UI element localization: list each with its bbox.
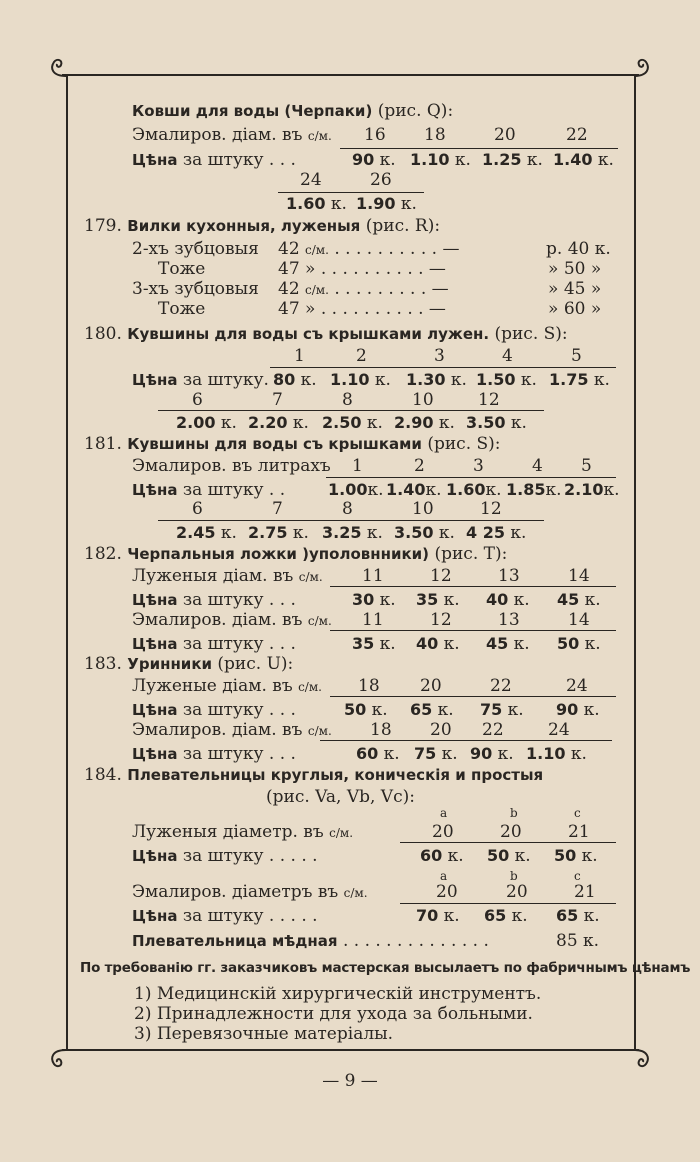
size-value: 1 bbox=[352, 456, 363, 476]
price-label: Цѣна за штуку . . . bbox=[132, 150, 296, 170]
size-value: 2 bbox=[356, 346, 367, 366]
frame-bottom-rule bbox=[62, 1049, 639, 1051]
price-value: 80 к. bbox=[273, 370, 317, 390]
row-label: Тоже bbox=[158, 299, 206, 319]
table-rule bbox=[340, 148, 618, 149]
row-label: 2-хъ зубцовыя bbox=[132, 239, 259, 259]
row-price: » 60 » bbox=[548, 299, 602, 319]
factory-price-notice: По требованію гг. заказчиковъ мастерская высылаетъ по фабричнымъ цѣнамъ bbox=[80, 960, 691, 976]
price-value: 1.10 к. bbox=[410, 150, 471, 170]
price-value: 3.50 к. bbox=[466, 413, 527, 433]
table-rule bbox=[320, 740, 612, 741]
table-rule bbox=[330, 586, 616, 587]
size-value: 20 bbox=[436, 882, 458, 902]
price-value: 90 к. bbox=[556, 700, 600, 720]
size-value: 1 bbox=[294, 346, 305, 366]
size-value: 14 bbox=[568, 566, 590, 586]
price-value: 1.40 к. bbox=[553, 150, 614, 170]
corner-ornament-icon bbox=[48, 1048, 70, 1070]
variant-letter: a bbox=[440, 869, 448, 883]
price-value: 30 к. bbox=[352, 590, 396, 610]
price-value: 1.50 к. bbox=[476, 370, 537, 390]
row-size: 47 » . . . . . . . . . . — bbox=[278, 259, 446, 279]
table-rule bbox=[278, 192, 424, 193]
size-value: 5 bbox=[581, 456, 592, 476]
table-rule bbox=[400, 842, 616, 843]
ladles-size-label: Эмалиров. діам. въ с/м. bbox=[132, 125, 332, 145]
price-value: 75 к. bbox=[480, 700, 524, 720]
size-value: 22 bbox=[490, 676, 512, 696]
table-rule bbox=[326, 477, 616, 478]
price-value: 3.50 к. bbox=[394, 523, 455, 543]
size-value: 10 bbox=[412, 499, 434, 519]
corner-ornament-icon bbox=[630, 56, 652, 78]
size-value: 20 bbox=[494, 125, 516, 145]
item-179-heading: 179. Вилки кухонныя, луженыя (рис. R): bbox=[84, 216, 441, 236]
ladles-heading: Ковши для воды (Черпаки) (рис. Q): bbox=[132, 101, 454, 121]
price-value: 2.90 к. bbox=[394, 413, 455, 433]
size-value: 12 bbox=[480, 499, 502, 519]
price-label: Цѣна за штуку . . bbox=[132, 480, 286, 500]
size-value: 20 bbox=[506, 882, 528, 902]
size-value: 10 bbox=[412, 390, 434, 410]
price-value: 45 к. bbox=[486, 634, 530, 654]
price-label: Цѣна за штуку . . . . . bbox=[132, 906, 318, 926]
size-value: 11 bbox=[362, 566, 384, 586]
row-label: Тоже bbox=[158, 259, 206, 279]
price-value: 1.10 к. bbox=[330, 370, 391, 390]
size-value: 18 bbox=[358, 676, 380, 696]
notice-list-item: 2) Принадлежности для ухода за больными. bbox=[134, 1004, 533, 1024]
size-value: 8 bbox=[342, 390, 353, 410]
price-value: 1.85к. bbox=[506, 480, 562, 500]
variant-letter: b bbox=[510, 869, 518, 883]
price-value: 90 к. bbox=[470, 744, 514, 764]
table-rule bbox=[158, 520, 544, 521]
size-value: 18 bbox=[370, 720, 392, 740]
price-value: 70 к. bbox=[416, 906, 460, 926]
price-value: 90 к. bbox=[352, 150, 396, 170]
row-price: » 45 » bbox=[548, 279, 602, 299]
size-value: 13 bbox=[498, 566, 520, 586]
table-rule bbox=[330, 630, 616, 631]
price-value: 50 к. bbox=[554, 846, 598, 866]
size-label: Эмалиров. діаметръ въ с/м. bbox=[132, 882, 368, 902]
price-value: 1.30 к. bbox=[406, 370, 467, 390]
variant-letter: c bbox=[574, 806, 581, 820]
size-value: 5 bbox=[571, 346, 582, 366]
price-value: 65 к. bbox=[556, 906, 600, 926]
price-value: 1.75 к. bbox=[549, 370, 610, 390]
size-label: Луженые діам. въ с/м. bbox=[132, 676, 322, 696]
item-184-figure-ref: (рис. Va, Vb, Vc): bbox=[266, 787, 415, 807]
size-value: 18 bbox=[424, 125, 446, 145]
size-value: 21 bbox=[574, 882, 596, 902]
variant-letter: a bbox=[440, 806, 448, 820]
row-size: 42 с/м. . . . . . . . . . . — bbox=[278, 239, 460, 259]
size-value: 20 bbox=[430, 720, 452, 740]
price-value: 60 к. bbox=[356, 744, 400, 764]
size-value: 12 bbox=[430, 610, 452, 630]
price-value: 35 к. bbox=[416, 590, 460, 610]
size-value: 20 bbox=[500, 822, 522, 842]
price-value: 1.90 к. bbox=[356, 194, 417, 214]
size-value: 2 bbox=[414, 456, 425, 476]
price-value: 65 к. bbox=[484, 906, 528, 926]
size-value: 14 bbox=[568, 610, 590, 630]
price-value: 2.00 к. bbox=[176, 413, 237, 433]
size-label: Эмалиров. въ литрахъ bbox=[132, 456, 331, 476]
price-value: 2.45 к. bbox=[176, 523, 237, 543]
price-value: 45 к. bbox=[557, 590, 601, 610]
size-value: 7 bbox=[272, 390, 283, 410]
frame-right-rule bbox=[634, 74, 636, 1049]
price-value: 1.10 к. bbox=[526, 744, 587, 764]
size-label: Луженыя діаметр. въ с/м. bbox=[132, 822, 354, 842]
price-value: 3.25 к. bbox=[322, 523, 383, 543]
price-value: 1.25 к. bbox=[482, 150, 543, 170]
copper-spittoon-label: Плевательница мѣдная . . . . . . . . . . . . . . bbox=[132, 931, 489, 951]
size-value: 6 bbox=[192, 499, 203, 519]
price-value: 75 к. bbox=[414, 744, 458, 764]
size-value: 20 bbox=[432, 822, 454, 842]
price-value: 2.10к. bbox=[564, 480, 620, 500]
price-value: 1.40к. bbox=[386, 480, 442, 500]
price-label: Цѣна за штуку . . . bbox=[132, 590, 296, 610]
price-value: 40 к. bbox=[416, 634, 460, 654]
table-rule bbox=[158, 410, 544, 411]
price-value: 65 к. bbox=[410, 700, 454, 720]
price-value: 50 к. bbox=[344, 700, 388, 720]
item-181-heading: 181. Кувшины для воды съ крышками (рис. S): bbox=[84, 434, 501, 454]
row-label: 3-хъ зубцовыя bbox=[132, 279, 259, 299]
price-value: 2.75 к. bbox=[248, 523, 309, 543]
size-value: 22 bbox=[482, 720, 504, 740]
copper-spittoon-price: 85 к. bbox=[556, 931, 600, 951]
frame-top-rule bbox=[62, 74, 639, 76]
size-label: Луженыя діам. въ с/м. bbox=[132, 566, 323, 586]
item-183-heading: 183. Уринники (рис. U): bbox=[84, 654, 294, 674]
price-value: 4 25 к. bbox=[466, 523, 527, 543]
price-label: Цѣна за штуку . . . . . bbox=[132, 846, 318, 866]
size-value: 21 bbox=[568, 822, 590, 842]
price-label: Цѣна за штуку . . . bbox=[132, 744, 296, 764]
price-value: 1.60 к. bbox=[286, 194, 347, 214]
size-label: Эмалиров. діам. въ с/м. bbox=[132, 610, 332, 630]
price-value: 50 к. bbox=[487, 846, 531, 866]
price-value: 50 к. bbox=[557, 634, 601, 654]
size-value: 22 bbox=[566, 125, 588, 145]
price-value: 35 к. bbox=[352, 634, 396, 654]
table-rule bbox=[330, 696, 616, 697]
corner-ornament-icon bbox=[48, 56, 70, 78]
size-value: 12 bbox=[430, 566, 452, 586]
price-value: 2.20 к. bbox=[248, 413, 309, 433]
size-value: 12 bbox=[478, 390, 500, 410]
price-label: Цѣна за штуку. bbox=[132, 370, 269, 390]
row-size: 47 » . . . . . . . . . . — bbox=[278, 299, 446, 319]
size-value: 6 bbox=[192, 390, 203, 410]
price-label: Цѣна за штуку . . . bbox=[132, 634, 296, 654]
price-value: 40 к. bbox=[486, 590, 530, 610]
size-value: 3 bbox=[434, 346, 445, 366]
price-value: 60 к. bbox=[420, 846, 464, 866]
size-value: 24 bbox=[548, 720, 570, 740]
size-value: 4 bbox=[532, 456, 543, 476]
price-value: 1.00к. bbox=[328, 480, 384, 500]
size-value: 24 bbox=[566, 676, 588, 696]
price-value: 1.60к. bbox=[446, 480, 502, 500]
size-value: 8 bbox=[342, 499, 353, 519]
page-number: — 9 — bbox=[322, 1071, 378, 1091]
item-182-heading: 182. Черпальныя ложки )уполовнники) (рис. Т): bbox=[84, 544, 508, 564]
frame-left-rule bbox=[66, 74, 68, 1049]
corner-ornament-icon bbox=[630, 1048, 652, 1070]
size-value: 26 bbox=[370, 170, 392, 190]
item-180-heading: 180. Кувшины для воды съ крышками лужен. (рис. S): bbox=[84, 324, 568, 344]
size-value: 4 bbox=[502, 346, 513, 366]
price-label: Цѣна за штуку . . . bbox=[132, 700, 296, 720]
size-value: 3 bbox=[473, 456, 484, 476]
row-price: » 50 » bbox=[548, 259, 602, 279]
size-value: 24 bbox=[300, 170, 322, 190]
table-rule bbox=[400, 903, 616, 904]
variant-letter: b bbox=[510, 806, 518, 820]
price-value: 2.50 к. bbox=[322, 413, 383, 433]
size-value: 16 bbox=[364, 125, 386, 145]
notice-list-item: 3) Перевязочные матеріалы. bbox=[134, 1024, 394, 1044]
size-value: 13 bbox=[498, 610, 520, 630]
size-value: 20 bbox=[420, 676, 442, 696]
row-size: 42 с/м. . . . . . . . . . — bbox=[278, 279, 449, 299]
row-price: р. 40 к. bbox=[546, 239, 611, 259]
size-value: 11 bbox=[362, 610, 384, 630]
size-label: Эмалиров. діам. въ с/м. bbox=[132, 720, 332, 740]
variant-letter: c bbox=[574, 869, 581, 883]
notice-list-item: 1) Медицинскій хирургическій инструментъ. bbox=[134, 984, 542, 1004]
table-rule bbox=[270, 367, 616, 368]
size-value: 7 bbox=[272, 499, 283, 519]
item-184-heading: 184. Плевательницы круглыя, коническія и простыя bbox=[84, 765, 544, 785]
